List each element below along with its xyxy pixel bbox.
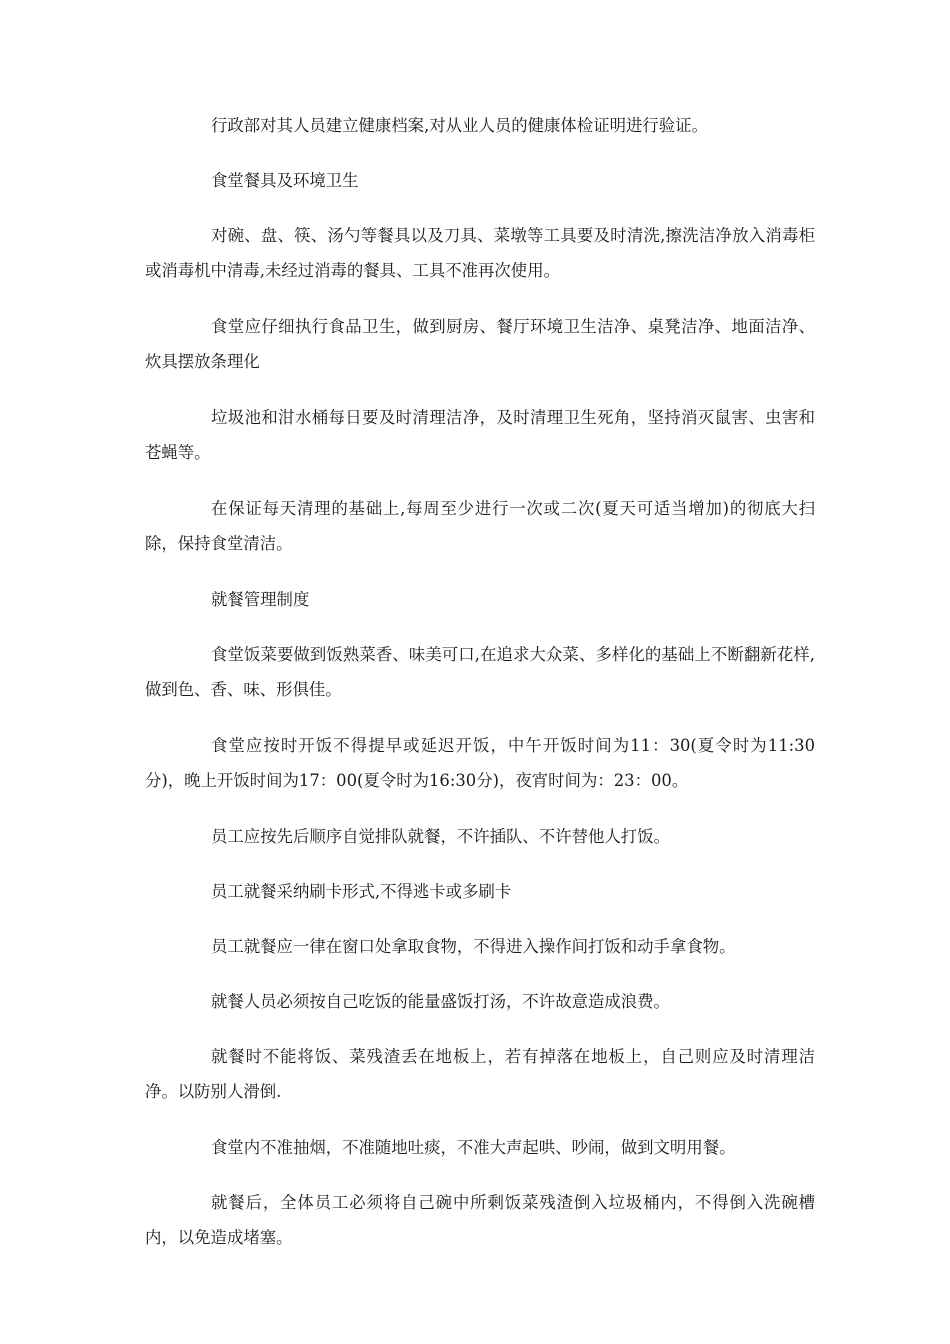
paragraph-weekly-cleaning: 在保证每天清理的基础上,每周至少进行一次或二次(夏天可适当增加)的彻底大扫除，保持食堂清洁。 (145, 499, 815, 553)
paragraph-window-pickup: 员工就餐应一律在窗口处拿取食物，不得进入操作间打饭和动手拿食物。 (211, 937, 736, 956)
paragraph-no-waste: 就餐人员必须按自己吃饭的能量盛饭打汤，不许故意造成浪费。 (211, 992, 670, 1011)
paragraph-card-payment: 员工就餐采纳刷卡形式,不得逃卡或多刷卡 (211, 882, 512, 901)
paragraph-kitchen-hygiene: 食堂应仔细执行食品卫生，做到厨房、餐厅环境卫生洁净、桌凳洁净、地面洁净、炊具摆放条理化 (145, 317, 815, 371)
paragraph-meal-times: 食堂应按时开饭不得提早或延迟开饭，中午开饭时间为11：30(夏令时为11:30分)，晚上开饭时间为17：00(夏令时为16:30分)，夜宵时间为：23：00。 (145, 736, 815, 790)
section-heading-tableware-hygiene: 食堂餐具及环境卫生 (211, 171, 359, 190)
paragraph-tableware-cleaning: 对碗、盘、筷、汤勺等餐具以及刀具、菜墩等工具要及时清洗,擦洗洁净放入消毒柜或消毒机中清毒,未经过消毒的餐具、工具不准再次使用。 (145, 226, 815, 280)
section-heading-dining-rules: 就餐管理制度 (211, 590, 310, 609)
paragraph-queue-rules: 员工应按先后顺序自觉排队就餐，不许插队、不许替他人打饭。 (211, 827, 670, 846)
paragraph-floor-cleanliness: 就餐时不能将饭、菜残渣丢在地板上，若有掉落在地板上，自己则应及时清理洁净。以防别人滑倒. (145, 1047, 815, 1101)
paragraph-garbage-cleanup: 垃圾池和泔水桶每日要及时清理洁净，及时清理卫生死角，坚持消灭鼠害、虫害和苍蝇等。 (145, 408, 815, 462)
paragraph-health-records: 行政部对其人员建立健康档案,对从业人员的健康体检证明进行验证。 (211, 116, 708, 135)
paragraph-leftover-disposal: 就餐后，全体员工必须将自己碗中所剩饭菜残渣倒入垃圾桶内，不得倒入洗碗槽内，以免造成堵塞。 (145, 1193, 815, 1247)
document-page (145, 108, 815, 1276)
paragraph-food-quality: 食堂饭菜要做到饭熟菜香、味美可口,在追求大众菜、多样化的基础上不断翻新花样,做到色、香、味、形俱佳。 (145, 645, 815, 699)
paragraph-civilized-dining: 食堂内不准抽烟，不准随地吐痰，不准大声起哄、吵闹，做到文明用餐。 (211, 1138, 736, 1157)
